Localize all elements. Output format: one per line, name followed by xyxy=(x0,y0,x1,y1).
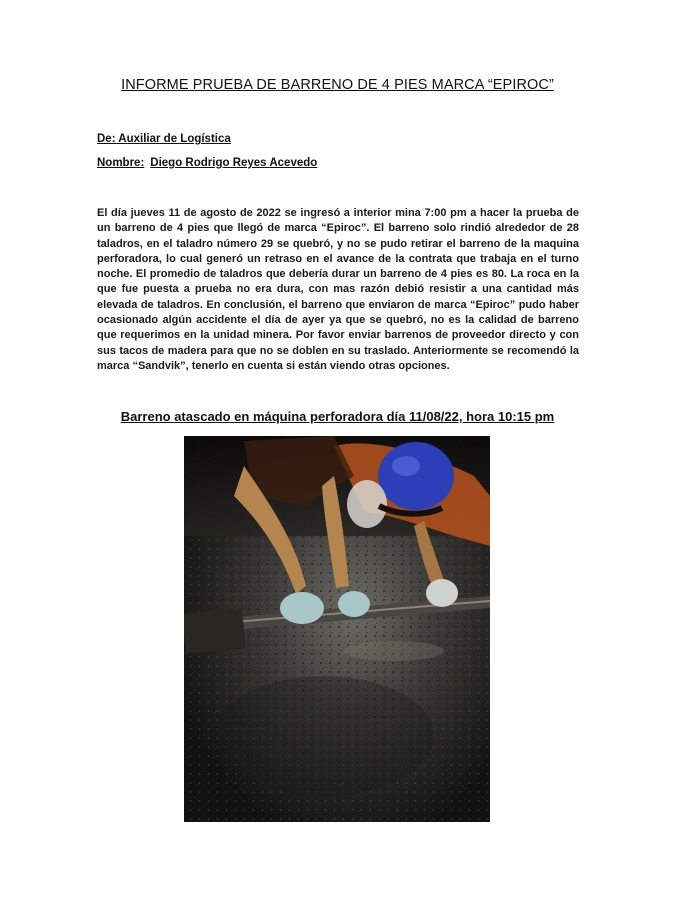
left-glove xyxy=(280,592,324,624)
drilling-machine xyxy=(184,608,246,653)
photo-caption: Barreno atascado en máquina perforadora día 11/08/22, hora 10:15 pm xyxy=(120,409,555,424)
helmet-highlight xyxy=(392,456,420,476)
lit-rock-patch xyxy=(344,641,444,661)
report-body: El día jueves 11 de agosto de 2022 se ingresó a interior mina 7:00 pm a hacer la prueba de un barreno de 4 pies que llegó de marca “Epiroc”. El barreno solo rindió alrededor de 28 taladros, en el taladro número 29 se quebró, y no se pudo retirar el barreno de la maquina perforadora, lo cual generó un retraso en el avance de la contrata que trabaja en el turno noche. El promedio de taladros que debería durar un barreno de 4 pies es 80. La roca en la que fue puesta a prueba no era dura, con mas razón debió resistir a una cantidad más elevada de taladros. En conclusión, el barreno que enviaron de marca “Epiroc” pudo haber ocasionado algún accidente el día de ayer ya que se quebró, no es la calidad de barreno que requerimos en la unidad minera. Por favor enviar barrenos de proveedor directo y con sus tacos de madera para que no se doblen en su traslado. Anteriormente se recomendó la marca “Sandvik”, tenerlo en cuenta si están viendo otras opciones. xyxy=(97,207,579,372)
name-line xyxy=(97,157,317,169)
drill-photo-illustration xyxy=(184,436,490,822)
shadow-patch xyxy=(214,676,434,796)
name-label: Nombre: xyxy=(97,157,145,169)
from-label: De: Auxiliar de Logística xyxy=(97,133,231,145)
drill-photo xyxy=(184,436,490,822)
right-glove xyxy=(338,591,370,617)
third-glove xyxy=(426,579,458,607)
document-title: INFORME PRUEBA DE BARRENO DE 4 PIES MARCA “EPIROC” xyxy=(121,77,554,93)
name-value: Diego Rodrigo Reyes Acevedo xyxy=(150,157,318,169)
blue-helmet xyxy=(378,442,454,510)
